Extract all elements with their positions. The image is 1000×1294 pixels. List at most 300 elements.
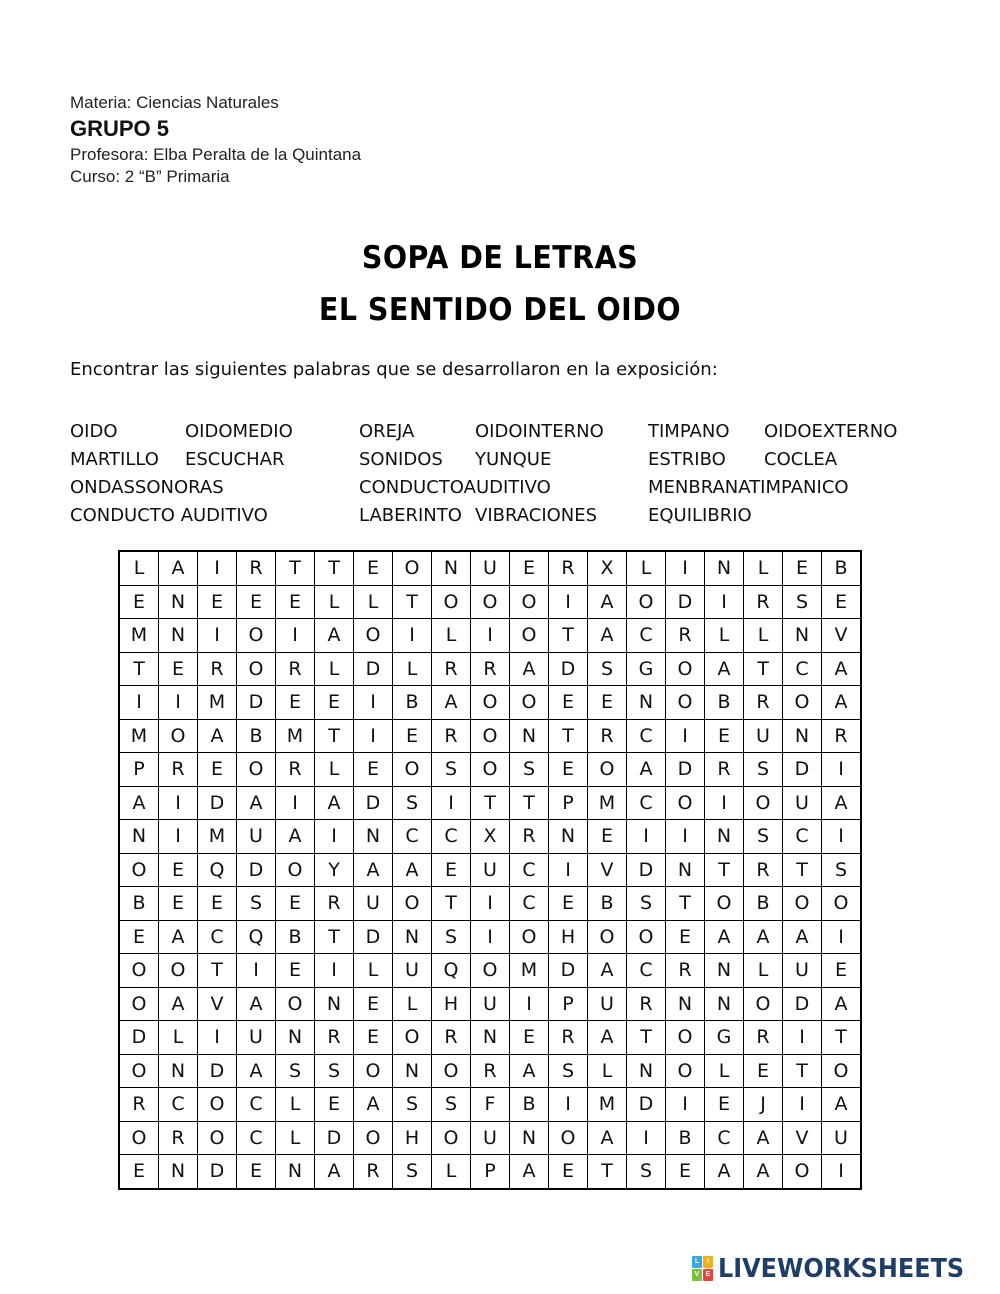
grid-cell[interactable]: E bbox=[237, 1155, 276, 1189]
grid-cell[interactable]: O bbox=[354, 1121, 393, 1155]
grid-cell[interactable]: D bbox=[666, 753, 705, 787]
grid-cell[interactable]: L bbox=[354, 954, 393, 988]
grid-cell[interactable]: L bbox=[276, 1088, 315, 1122]
grid-cell[interactable]: T bbox=[510, 786, 549, 820]
grid-cell[interactable]: N bbox=[705, 551, 744, 585]
grid-cell[interactable]: O bbox=[198, 1121, 237, 1155]
grid-cell[interactable]: N bbox=[432, 551, 471, 585]
grid-cell[interactable]: R bbox=[744, 585, 783, 619]
grid-cell[interactable]: P bbox=[119, 753, 159, 787]
grid-cell[interactable]: E bbox=[354, 551, 393, 585]
grid-cell[interactable]: D bbox=[549, 652, 588, 686]
grid-cell[interactable]: I bbox=[393, 619, 432, 653]
grid-cell[interactable]: N bbox=[666, 853, 705, 887]
grid-cell[interactable]: N bbox=[783, 619, 822, 653]
grid-cell[interactable]: U bbox=[744, 719, 783, 753]
grid-cell[interactable]: D bbox=[119, 1021, 159, 1055]
grid-cell[interactable]: A bbox=[822, 987, 862, 1021]
grid-cell[interactable]: B bbox=[705, 686, 744, 720]
grid-cell[interactable]: O bbox=[705, 887, 744, 921]
grid-cell[interactable]: T bbox=[705, 853, 744, 887]
grid-cell[interactable]: I bbox=[549, 585, 588, 619]
grid-cell[interactable]: R bbox=[666, 954, 705, 988]
grid-cell[interactable]: S bbox=[315, 1054, 354, 1088]
grid-cell[interactable]: M bbox=[588, 786, 627, 820]
grid-cell[interactable]: N bbox=[393, 1054, 432, 1088]
grid-cell[interactable]: R bbox=[549, 551, 588, 585]
grid-cell[interactable]: M bbox=[276, 719, 315, 753]
grid-cell[interactable]: O bbox=[471, 585, 510, 619]
grid-cell[interactable]: R bbox=[744, 686, 783, 720]
grid-cell[interactable]: T bbox=[471, 786, 510, 820]
grid-cell[interactable]: E bbox=[159, 887, 198, 921]
grid-cell[interactable]: R bbox=[471, 652, 510, 686]
grid-cell[interactable]: E bbox=[744, 1054, 783, 1088]
grid-cell[interactable]: A bbox=[393, 853, 432, 887]
grid-cell[interactable]: A bbox=[510, 1155, 549, 1189]
grid-cell[interactable]: B bbox=[822, 551, 862, 585]
grid-cell[interactable]: I bbox=[315, 820, 354, 854]
grid-cell[interactable]: E bbox=[822, 954, 862, 988]
grid-cell[interactable]: E bbox=[354, 987, 393, 1021]
grid-cell[interactable]: R bbox=[354, 1155, 393, 1189]
grid-cell[interactable]: A bbox=[783, 920, 822, 954]
grid-cell[interactable]: D bbox=[198, 1054, 237, 1088]
grid-cell[interactable]: O bbox=[393, 887, 432, 921]
grid-cell[interactable]: T bbox=[666, 887, 705, 921]
grid-cell[interactable]: X bbox=[471, 820, 510, 854]
grid-cell[interactable]: I bbox=[198, 1021, 237, 1055]
grid-cell[interactable]: O bbox=[471, 954, 510, 988]
grid-cell[interactable]: R bbox=[276, 652, 315, 686]
grid-cell[interactable]: L bbox=[393, 987, 432, 1021]
grid-cell[interactable]: E bbox=[119, 585, 159, 619]
grid-cell[interactable]: I bbox=[315, 954, 354, 988]
grid-cell[interactable]: S bbox=[432, 1088, 471, 1122]
grid-cell[interactable]: M bbox=[198, 820, 237, 854]
grid-cell[interactable]: A bbox=[276, 820, 315, 854]
grid-cell[interactable]: I bbox=[822, 1155, 862, 1189]
grid-cell[interactable]: C bbox=[627, 719, 666, 753]
grid-cell[interactable]: I bbox=[666, 551, 705, 585]
grid-cell[interactable]: O bbox=[471, 686, 510, 720]
grid-cell[interactable]: I bbox=[198, 619, 237, 653]
grid-cell[interactable]: O bbox=[510, 619, 549, 653]
grid-cell[interactable]: E bbox=[783, 551, 822, 585]
grid-cell[interactable]: L bbox=[354, 585, 393, 619]
grid-cell[interactable]: N bbox=[705, 987, 744, 1021]
grid-cell[interactable]: E bbox=[276, 887, 315, 921]
grid-cell[interactable]: O bbox=[588, 753, 627, 787]
grid-cell[interactable]: A bbox=[315, 1155, 354, 1189]
grid-cell[interactable]: N bbox=[159, 1155, 198, 1189]
grid-cell[interactable]: A bbox=[588, 619, 627, 653]
grid-cell[interactable]: E bbox=[510, 1021, 549, 1055]
grid-cell[interactable]: O bbox=[510, 585, 549, 619]
grid-cell[interactable]: R bbox=[510, 820, 549, 854]
grid-cell[interactable]: O bbox=[666, 1054, 705, 1088]
grid-cell[interactable]: S bbox=[276, 1054, 315, 1088]
grid-cell[interactable]: E bbox=[510, 551, 549, 585]
grid-cell[interactable]: O bbox=[627, 585, 666, 619]
grid-cell[interactable]: O bbox=[159, 719, 198, 753]
grid-cell[interactable]: T bbox=[393, 585, 432, 619]
grid-cell[interactable]: E bbox=[198, 887, 237, 921]
grid-cell[interactable]: C bbox=[237, 1088, 276, 1122]
grid-cell[interactable]: A bbox=[822, 1088, 862, 1122]
grid-cell[interactable]: E bbox=[198, 753, 237, 787]
grid-cell[interactable]: E bbox=[315, 1088, 354, 1122]
grid-cell[interactable]: I bbox=[783, 1021, 822, 1055]
grid-cell[interactable]: V bbox=[783, 1121, 822, 1155]
grid-cell[interactable]: N bbox=[627, 1054, 666, 1088]
grid-cell[interactable]: A bbox=[510, 652, 549, 686]
grid-cell[interactable]: E bbox=[549, 753, 588, 787]
grid-cell[interactable]: T bbox=[119, 652, 159, 686]
grid-cell[interactable]: O bbox=[471, 753, 510, 787]
grid-cell[interactable]: U bbox=[822, 1121, 862, 1155]
grid-cell[interactable]: T bbox=[783, 1054, 822, 1088]
grid-cell[interactable]: L bbox=[315, 652, 354, 686]
grid-cell[interactable]: S bbox=[744, 753, 783, 787]
grid-cell[interactable]: L bbox=[705, 1054, 744, 1088]
grid-cell[interactable]: I bbox=[627, 820, 666, 854]
grid-cell[interactable]: X bbox=[588, 551, 627, 585]
grid-cell[interactable]: O bbox=[783, 1155, 822, 1189]
grid-cell[interactable]: E bbox=[315, 686, 354, 720]
grid-cell[interactable]: R bbox=[822, 719, 862, 753]
grid-cell[interactable]: I bbox=[159, 820, 198, 854]
grid-cell[interactable]: O bbox=[237, 652, 276, 686]
grid-cell[interactable]: O bbox=[354, 1054, 393, 1088]
grid-cell[interactable]: R bbox=[159, 753, 198, 787]
grid-cell[interactable]: I bbox=[549, 853, 588, 887]
grid-cell[interactable]: A bbox=[822, 786, 862, 820]
grid-cell[interactable]: B bbox=[510, 1088, 549, 1122]
grid-cell[interactable]: I bbox=[510, 987, 549, 1021]
grid-cell[interactable]: O bbox=[666, 652, 705, 686]
grid-cell[interactable]: D bbox=[354, 920, 393, 954]
grid-cell[interactable]: L bbox=[432, 1155, 471, 1189]
grid-cell[interactable]: U bbox=[471, 551, 510, 585]
grid-cell[interactable]: S bbox=[822, 853, 862, 887]
grid-cell[interactable]: S bbox=[549, 1054, 588, 1088]
grid-cell[interactable]: N bbox=[783, 719, 822, 753]
grid-cell[interactable]: M bbox=[119, 719, 159, 753]
grid-cell[interactable]: A bbox=[588, 1021, 627, 1055]
grid-cell[interactable]: E bbox=[393, 719, 432, 753]
grid-cell[interactable]: L bbox=[159, 1021, 198, 1055]
grid-cell[interactable]: I bbox=[705, 786, 744, 820]
grid-cell[interactable]: T bbox=[276, 551, 315, 585]
grid-cell[interactable]: I bbox=[666, 1088, 705, 1122]
grid-cell[interactable]: O bbox=[549, 1121, 588, 1155]
grid-cell[interactable]: O bbox=[237, 753, 276, 787]
grid-cell[interactable]: V bbox=[588, 853, 627, 887]
grid-cell[interactable]: B bbox=[119, 887, 159, 921]
grid-cell[interactable]: N bbox=[549, 820, 588, 854]
grid-cell[interactable]: R bbox=[744, 853, 783, 887]
grid-cell[interactable]: D bbox=[627, 1088, 666, 1122]
grid-cell[interactable]: G bbox=[627, 652, 666, 686]
grid-cell[interactable]: R bbox=[744, 1021, 783, 1055]
grid-cell[interactable]: C bbox=[627, 954, 666, 988]
grid-cell[interactable]: S bbox=[432, 753, 471, 787]
grid-cell[interactable]: T bbox=[315, 920, 354, 954]
grid-cell[interactable]: S bbox=[393, 786, 432, 820]
grid-cell[interactable]: O bbox=[510, 920, 549, 954]
grid-cell[interactable]: N bbox=[705, 954, 744, 988]
grid-cell[interactable]: R bbox=[198, 652, 237, 686]
grid-cell[interactable]: O bbox=[354, 619, 393, 653]
grid-cell[interactable]: T bbox=[744, 652, 783, 686]
grid-cell[interactable]: N bbox=[627, 686, 666, 720]
grid-cell[interactable]: T bbox=[822, 1021, 862, 1055]
grid-cell[interactable]: I bbox=[822, 753, 862, 787]
grid-cell[interactable]: O bbox=[666, 786, 705, 820]
grid-cell[interactable]: I bbox=[237, 954, 276, 988]
grid-cell[interactable]: I bbox=[666, 719, 705, 753]
grid-cell[interactable]: N bbox=[393, 920, 432, 954]
grid-cell[interactable]: I bbox=[549, 1088, 588, 1122]
grid-cell[interactable]: E bbox=[822, 585, 862, 619]
grid-cell[interactable]: D bbox=[627, 853, 666, 887]
grid-cell[interactable]: A bbox=[627, 753, 666, 787]
grid-cell[interactable]: A bbox=[237, 786, 276, 820]
grid-cell[interactable]: A bbox=[744, 1121, 783, 1155]
grid-cell[interactable]: O bbox=[666, 1021, 705, 1055]
grid-cell[interactable]: A bbox=[705, 1155, 744, 1189]
grid-cell[interactable]: U bbox=[471, 853, 510, 887]
grid-cell[interactable]: I bbox=[276, 786, 315, 820]
grid-cell[interactable]: H bbox=[432, 987, 471, 1021]
grid-cell[interactable]: O bbox=[393, 1021, 432, 1055]
grid-cell[interactable]: S bbox=[393, 1088, 432, 1122]
grid-cell[interactable]: O bbox=[432, 1121, 471, 1155]
grid-cell[interactable]: D bbox=[549, 954, 588, 988]
grid-cell[interactable]: L bbox=[588, 1054, 627, 1088]
grid-cell[interactable]: E bbox=[549, 686, 588, 720]
grid-cell[interactable]: T bbox=[315, 551, 354, 585]
grid-cell[interactable]: A bbox=[159, 920, 198, 954]
grid-cell[interactable]: R bbox=[588, 719, 627, 753]
grid-cell[interactable]: N bbox=[471, 1021, 510, 1055]
grid-cell[interactable]: I bbox=[119, 686, 159, 720]
grid-cell[interactable]: L bbox=[276, 1121, 315, 1155]
grid-cell[interactable]: O bbox=[119, 853, 159, 887]
grid-cell[interactable]: I bbox=[159, 786, 198, 820]
grid-cell[interactable]: A bbox=[198, 719, 237, 753]
grid-cell[interactable]: D bbox=[354, 652, 393, 686]
grid-cell[interactable]: I bbox=[822, 820, 862, 854]
grid-cell[interactable]: N bbox=[276, 1021, 315, 1055]
grid-cell[interactable]: R bbox=[549, 1021, 588, 1055]
grid-cell[interactable]: P bbox=[471, 1155, 510, 1189]
grid-cell[interactable]: T bbox=[588, 1155, 627, 1189]
grid-cell[interactable]: E bbox=[354, 1021, 393, 1055]
grid-cell[interactable]: N bbox=[510, 1121, 549, 1155]
grid-cell[interactable]: U bbox=[237, 1021, 276, 1055]
grid-cell[interactable]: A bbox=[588, 585, 627, 619]
grid-cell[interactable]: U bbox=[393, 954, 432, 988]
grid-cell[interactable]: T bbox=[315, 719, 354, 753]
grid-cell[interactable]: M bbox=[119, 619, 159, 653]
grid-cell[interactable]: T bbox=[549, 719, 588, 753]
grid-cell[interactable]: R bbox=[471, 1054, 510, 1088]
grid-cell[interactable]: O bbox=[119, 987, 159, 1021]
grid-cell[interactable]: A bbox=[159, 987, 198, 1021]
grid-cell[interactable]: H bbox=[393, 1121, 432, 1155]
grid-cell[interactable]: A bbox=[705, 920, 744, 954]
grid-cell[interactable]: T bbox=[627, 1021, 666, 1055]
grid-cell[interactable]: O bbox=[510, 686, 549, 720]
grid-cell[interactable]: P bbox=[549, 786, 588, 820]
grid-cell[interactable]: L bbox=[315, 753, 354, 787]
grid-cell[interactable]: B bbox=[744, 887, 783, 921]
grid-cell[interactable]: F bbox=[471, 1088, 510, 1122]
grid-cell[interactable]: B bbox=[393, 686, 432, 720]
grid-cell[interactable]: A bbox=[315, 786, 354, 820]
grid-cell[interactable]: T bbox=[432, 887, 471, 921]
grid-cell[interactable]: C bbox=[783, 820, 822, 854]
grid-cell[interactable]: B bbox=[588, 887, 627, 921]
grid-cell[interactable]: E bbox=[432, 853, 471, 887]
grid-cell[interactable]: A bbox=[588, 1121, 627, 1155]
grid-cell[interactable]: A bbox=[432, 686, 471, 720]
grid-cell[interactable]: B bbox=[666, 1121, 705, 1155]
grid-cell[interactable]: O bbox=[276, 987, 315, 1021]
grid-cell[interactable]: E bbox=[705, 1088, 744, 1122]
grid-cell[interactable]: D bbox=[198, 786, 237, 820]
grid-cell[interactable]: U bbox=[471, 1121, 510, 1155]
grid-cell[interactable]: I bbox=[354, 719, 393, 753]
grid-cell[interactable]: I bbox=[705, 585, 744, 619]
grid-cell[interactable]: O bbox=[744, 786, 783, 820]
grid-cell[interactable]: U bbox=[354, 887, 393, 921]
grid-cell[interactable]: R bbox=[432, 1021, 471, 1055]
grid-cell[interactable]: O bbox=[198, 1088, 237, 1122]
grid-cell[interactable]: A bbox=[237, 1054, 276, 1088]
grid-cell[interactable]: M bbox=[588, 1088, 627, 1122]
grid-cell[interactable]: L bbox=[119, 551, 159, 585]
grid-cell[interactable]: C bbox=[705, 1121, 744, 1155]
grid-cell[interactable]: A bbox=[354, 853, 393, 887]
grid-cell[interactable]: N bbox=[159, 585, 198, 619]
grid-cell[interactable]: Q bbox=[237, 920, 276, 954]
grid-cell[interactable]: O bbox=[627, 920, 666, 954]
grid-cell[interactable]: O bbox=[393, 551, 432, 585]
grid-cell[interactable]: N bbox=[666, 987, 705, 1021]
grid-cell[interactable]: A bbox=[822, 652, 862, 686]
grid-cell[interactable]: N bbox=[159, 1054, 198, 1088]
grid-cell[interactable]: O bbox=[432, 1054, 471, 1088]
grid-cell[interactable]: L bbox=[627, 551, 666, 585]
grid-cell[interactable]: I bbox=[627, 1121, 666, 1155]
grid-cell[interactable]: S bbox=[432, 920, 471, 954]
grid-cell[interactable]: I bbox=[471, 619, 510, 653]
grid-cell[interactable]: C bbox=[783, 652, 822, 686]
grid-cell[interactable]: M bbox=[198, 686, 237, 720]
grid-cell[interactable]: C bbox=[627, 786, 666, 820]
grid-cell[interactable]: S bbox=[744, 820, 783, 854]
grid-cell[interactable]: D bbox=[315, 1121, 354, 1155]
grid-cell[interactable]: I bbox=[471, 920, 510, 954]
grid-cell[interactable]: O bbox=[119, 1054, 159, 1088]
grid-cell[interactable]: I bbox=[783, 1088, 822, 1122]
grid-cell[interactable]: O bbox=[744, 987, 783, 1021]
grid-cell[interactable]: A bbox=[510, 1054, 549, 1088]
grid-cell[interactable]: E bbox=[666, 920, 705, 954]
grid-cell[interactable]: N bbox=[705, 820, 744, 854]
grid-cell[interactable]: E bbox=[198, 585, 237, 619]
grid-cell[interactable]: C bbox=[510, 853, 549, 887]
grid-cell[interactable]: N bbox=[119, 820, 159, 854]
grid-cell[interactable]: E bbox=[588, 686, 627, 720]
grid-cell[interactable]: R bbox=[237, 551, 276, 585]
grid-cell[interactable]: O bbox=[276, 853, 315, 887]
grid-cell[interactable]: O bbox=[783, 686, 822, 720]
grid-cell[interactable]: S bbox=[627, 887, 666, 921]
grid-cell[interactable]: G bbox=[705, 1021, 744, 1055]
grid-cell[interactable]: O bbox=[783, 887, 822, 921]
grid-cell[interactable]: U bbox=[237, 820, 276, 854]
grid-cell[interactable]: R bbox=[705, 753, 744, 787]
grid-cell[interactable]: Y bbox=[315, 853, 354, 887]
grid-cell[interactable]: N bbox=[159, 619, 198, 653]
grid-cell[interactable]: C bbox=[159, 1088, 198, 1122]
grid-cell[interactable]: O bbox=[471, 719, 510, 753]
grid-cell[interactable]: U bbox=[588, 987, 627, 1021]
grid-cell[interactable]: O bbox=[588, 920, 627, 954]
grid-cell[interactable]: I bbox=[471, 887, 510, 921]
grid-cell[interactable]: S bbox=[393, 1155, 432, 1189]
grid-cell[interactable]: E bbox=[237, 585, 276, 619]
grid-cell[interactable]: U bbox=[783, 786, 822, 820]
grid-cell[interactable]: M bbox=[510, 954, 549, 988]
grid-cell[interactable]: D bbox=[237, 853, 276, 887]
grid-cell[interactable]: A bbox=[237, 987, 276, 1021]
grid-cell[interactable]: A bbox=[588, 954, 627, 988]
grid-cell[interactable]: O bbox=[237, 619, 276, 653]
grid-cell[interactable]: N bbox=[354, 820, 393, 854]
grid-cell[interactable]: E bbox=[705, 719, 744, 753]
grid-cell[interactable]: R bbox=[119, 1088, 159, 1122]
grid-cell[interactable]: C bbox=[510, 887, 549, 921]
grid-cell[interactable]: R bbox=[432, 719, 471, 753]
grid-cell[interactable]: A bbox=[315, 619, 354, 653]
grid-cell[interactable]: I bbox=[432, 786, 471, 820]
grid-cell[interactable]: O bbox=[119, 954, 159, 988]
grid-cell[interactable]: E bbox=[119, 1155, 159, 1189]
grid-cell[interactable]: I bbox=[276, 619, 315, 653]
grid-cell[interactable]: U bbox=[471, 987, 510, 1021]
grid-cell[interactable]: N bbox=[510, 719, 549, 753]
grid-cell[interactable]: I bbox=[354, 686, 393, 720]
grid-cell[interactable]: B bbox=[276, 920, 315, 954]
grid-cell[interactable]: E bbox=[276, 585, 315, 619]
grid-cell[interactable]: S bbox=[627, 1155, 666, 1189]
grid-cell[interactable]: T bbox=[549, 619, 588, 653]
grid-cell[interactable]: I bbox=[666, 820, 705, 854]
grid-cell[interactable]: D bbox=[354, 786, 393, 820]
grid-cell[interactable]: E bbox=[549, 1155, 588, 1189]
grid-cell[interactable]: R bbox=[315, 1021, 354, 1055]
grid-cell[interactable]: A bbox=[744, 1155, 783, 1189]
grid-cell[interactable]: A bbox=[744, 920, 783, 954]
grid-cell[interactable]: O bbox=[432, 585, 471, 619]
grid-cell[interactable]: C bbox=[432, 820, 471, 854]
grid-cell[interactable]: R bbox=[276, 753, 315, 787]
